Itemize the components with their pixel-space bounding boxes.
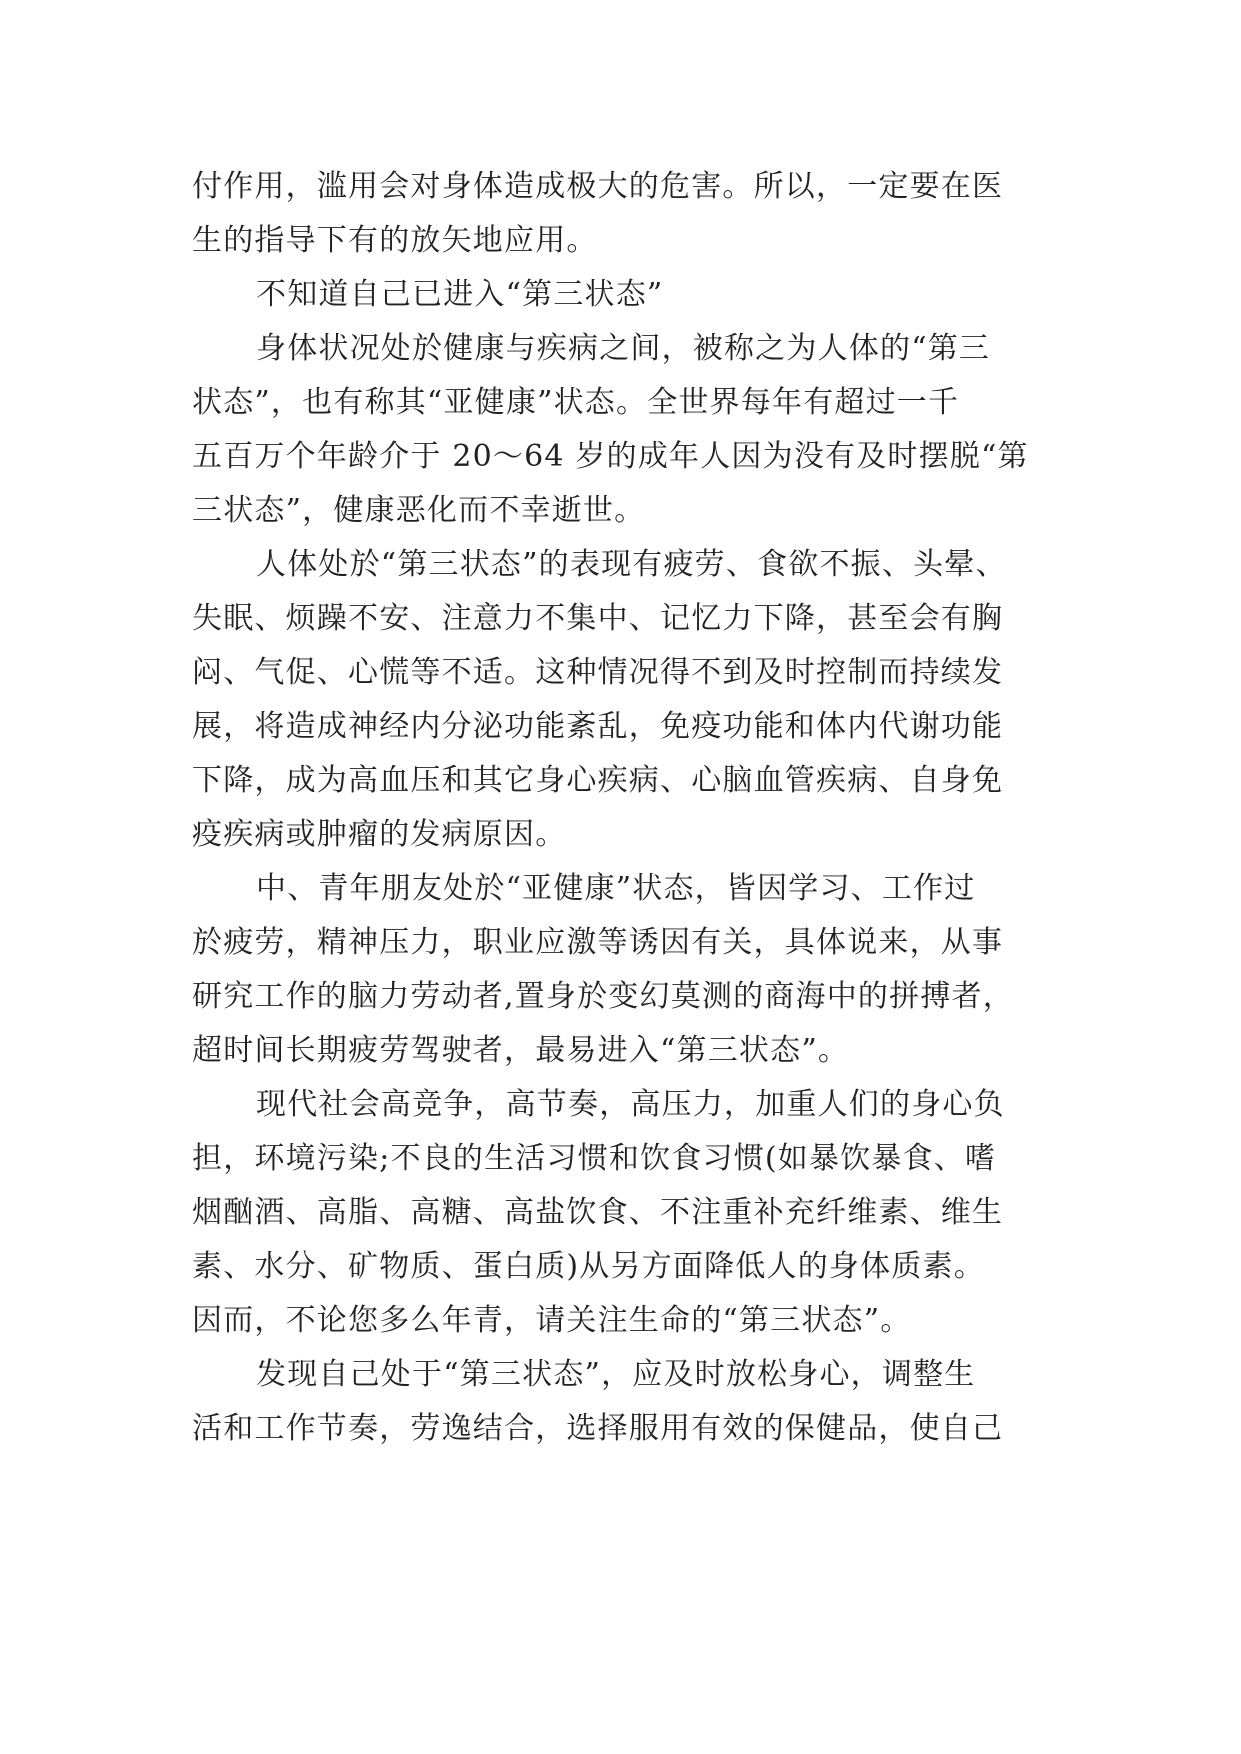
text-line: 研究工作的脑力劳动者,置身於变幻莫测的商海中的拼搏者， — [192, 979, 1014, 1014]
text-line: 烟酗酒、高脂、高糖、高盐饮食、不注重补充纤维素、维生 — [192, 1195, 1004, 1230]
body-text — [192, 160, 1052, 1456]
text-line: 闷、气促、心慌等不适。这种情况得不到及时控制而持续发 — [192, 655, 1004, 690]
text-line: 下降，成为高血压和其它身心疾病、心脑血管疾病、自身免 — [192, 763, 1004, 798]
text-line: 身体状况处於健康与疾病之间，被称之为人体的“第三 — [256, 331, 991, 366]
text-line: 疫疾病或肿瘤的发病原因。 — [192, 817, 567, 852]
text-line: 失眠、烦躁不安、注意力不集中、记忆力下降，甚至会有胸 — [192, 601, 1004, 636]
text-line: 发现自己处于“第三状态”，应及时放松身心，调整生 — [256, 1357, 976, 1392]
text-line: 因而，不论您多么年青，请关注生命的“第三状态”。 — [192, 1303, 912, 1338]
text-line: 三状态”，健康恶化而不幸逝世。 — [192, 493, 646, 528]
text-line: 展，将造成神经内分泌功能紊乱，免疫功能和体内代谢功能 — [192, 709, 1004, 744]
text-line: 付作用，滥用会对身体造成极大的危害。所以，一定要在医 — [192, 169, 1004, 204]
text-line: 人体处於“第三状态”的表现有疲劳、食欲不振、头晕、 — [256, 547, 1007, 582]
text-line: 状态”，也有称其“亚健康”状态。全世界每年有超过一千 — [192, 385, 960, 420]
text-line: 生的指导下有的放矢地应用。 — [192, 223, 598, 258]
text-line: 素、水分、矿物质、蛋白质)从另方面降低人的身体质素。 — [192, 1249, 985, 1284]
text-line: 活和工作节奏，劳逸结合，选择服用有效的保健品，使自己 — [192, 1411, 1004, 1446]
text-line: 担，环境污染;不良的生活习惯和饮食习惯(如暴饮暴食、嗜 — [192, 1141, 997, 1176]
text-line: 现代社会高竞争，高节奏，高压力，加重人们的身心负 — [256, 1087, 1005, 1122]
text-line: 中、青年朋友处於“亚健康”状态，皆因学习、工作过 — [256, 871, 976, 906]
text-line: 超时间长期疲劳驾驶者，最易进入“第三状态”。 — [192, 1033, 850, 1068]
text-line: 五百万个年龄介于 20～64 岁的成年人因为没有及时摆脱“第 — [192, 439, 1029, 474]
text-line: 於疲劳，精神压力，职业应激等诱因有关，具体说来，从事 — [192, 925, 1004, 960]
section-heading: 不知道自己已进入“第三状态” — [256, 277, 664, 312]
